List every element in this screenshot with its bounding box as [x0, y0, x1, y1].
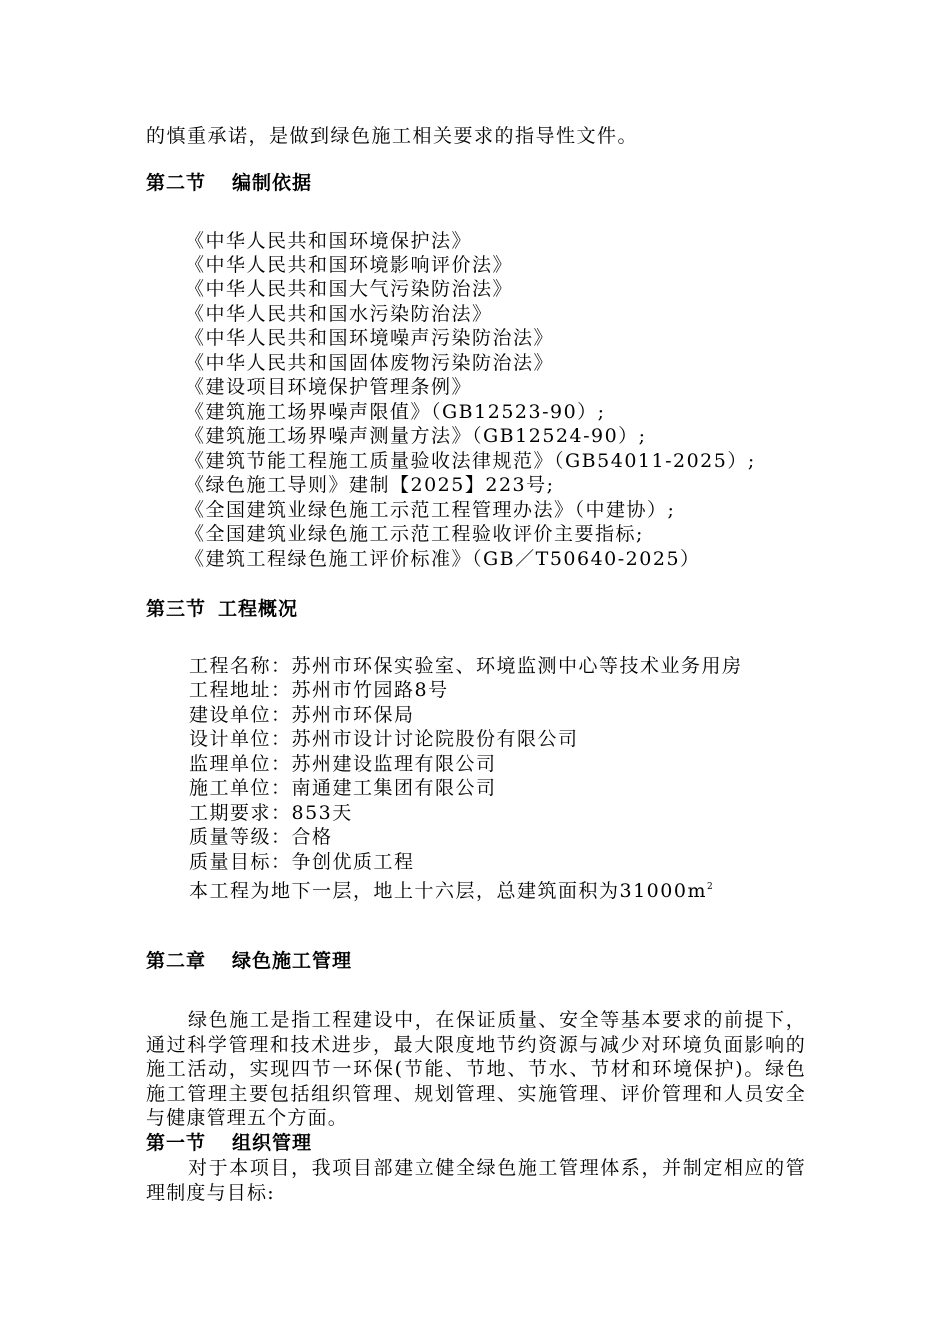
basis-item: 《中华人民共和国环境噪声污染防治法》 — [185, 327, 555, 349]
section-heading-overview — [146, 597, 298, 621]
basis-item: 《建筑施工场界噪声限值》（GB12523-90）; — [185, 401, 606, 423]
chapter-heading — [146, 949, 352, 973]
overview-item: 质量目标：争创优质工程 — [189, 851, 415, 873]
overview-item: 工期要求：853天 — [189, 802, 353, 824]
section-number: 第三节 — [146, 598, 207, 620]
area-unit-superscript: 2 — [706, 882, 713, 892]
basis-item: 《中华人民共和国水污染防治法》 — [185, 303, 493, 325]
chapter-title: 绿色施工管理 — [232, 950, 353, 972]
overview-item: 工程地址：苏州市竹园路8号 — [189, 679, 449, 701]
section-title: 组织管理 — [232, 1132, 313, 1154]
basis-item: 《全国建筑业绿色施工示范工程验收评价主要指标; — [185, 523, 644, 545]
basis-item: 《绿色施工导则》建制【2025】223号; — [185, 474, 555, 496]
section-number: 第一节 — [146, 1132, 207, 1154]
overview-item: 工程名称：苏州市环保实验室、环境监测中心等技术业务用房 — [189, 655, 743, 677]
overview-item: 施工单位：南通建工集团有限公司 — [189, 777, 497, 799]
basis-item: 《中华人民共和国大气污染防治法》 — [185, 278, 514, 300]
basis-item: 《建筑节能工程施工质量验收法律规范》（GB54011-2025）; — [185, 450, 756, 472]
basis-item: 《建筑工程绿色施工评价标准》（GB／T50640-2025） — [185, 548, 701, 570]
section-number: 第二节 — [146, 172, 207, 194]
org-paragraph: 对于本项目，我项目部建立健全绿色施工管理体系，并制定相应的管理制度与目标: — [146, 1157, 806, 1204]
chapter-number: 第二章 — [146, 950, 207, 972]
chapter-paragraph: 绿色施工是指工程建设中，在保证质量、安全等基本要求的前提下，通过科学管理和技术进步，最大限度地节约资源与减少对环境负面影响的施工活动，实现四节一环保(节能、节地、节水、节材和环境保护)。绿色施工管理主要包括组织管理、规划管理、实施管理、评价管理和人员安全与健康管理五个方面。 — [146, 1009, 806, 1129]
overview-item: 建设单位：苏州市环保局 — [189, 704, 415, 726]
section-title: 编制依据 — [232, 172, 313, 194]
overview-item: 设计单位：苏州市设计讨论院股份有限公司 — [189, 728, 579, 750]
basis-item: 《全国建筑业绿色施工示范工程管理办法》（中建协）; — [185, 499, 676, 521]
basis-item: 《中华人民共和国环境影响评价法》 — [185, 254, 514, 276]
section-heading-org — [146, 1131, 312, 1155]
overview-item: 质量等级：合格 — [189, 826, 333, 848]
basis-item: 《中华人民共和国固体废物污染防治法》 — [185, 352, 555, 374]
section-title: 工程概况 — [218, 598, 299, 620]
basis-item: 《中华人民共和国环境保护法》 — [185, 230, 473, 252]
section-heading-basis — [146, 171, 312, 195]
overview-area-line — [189, 875, 713, 903]
basis-item: 《建设项目环境保护管理条例》 — [185, 376, 473, 398]
area-text: 本工程为地下一层，地上十六层，总建筑面积为31000m — [189, 880, 707, 902]
intro-tail-text: 的慎重承诺，是做到绿色施工相关要求的指导性文件。 — [146, 125, 639, 147]
basis-item: 《建筑施工场界噪声测量方法》（GB12524-90）; — [185, 425, 647, 447]
overview-item: 监理单位：苏州建设监理有限公司 — [189, 753, 497, 775]
